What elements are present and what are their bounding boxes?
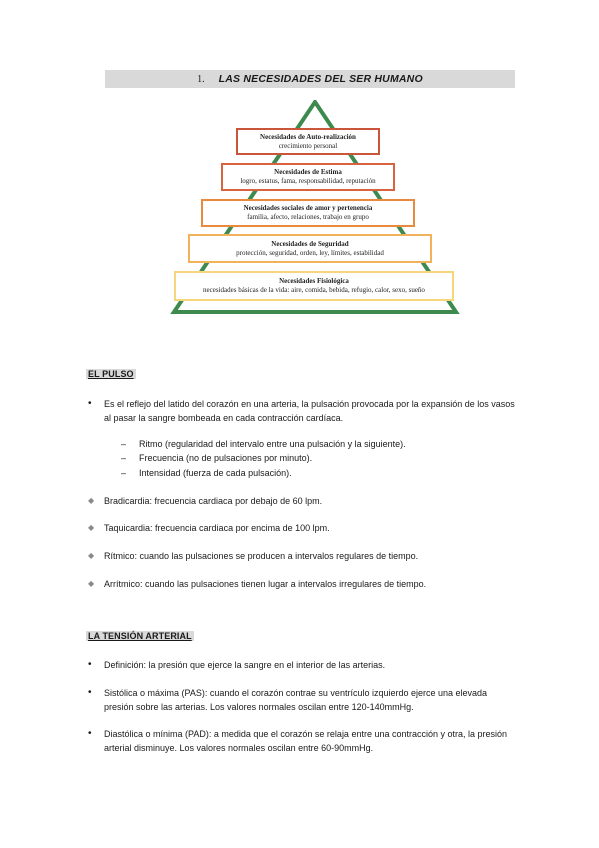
level-title: Necesidades Fisiológica: [279, 277, 349, 286]
level-title: Necesidades de Estima: [274, 168, 342, 177]
title-number: 1.: [197, 73, 205, 85]
diamond-bullet-icon: ◆: [88, 523, 95, 532]
pulso-term-item: [88, 549, 518, 563]
tension-item-text: Definición: la presión que ejerce la sangre en el interior de las arterias.: [104, 660, 386, 670]
level-title: Necesidades de Auto-realización: [260, 132, 356, 141]
pulso-feature-text: Frecuencia (no de pulsaciones por minuto).: [139, 453, 313, 463]
pulso-term-text: Bradicardia: frecuencia cardiaca por debajo de 60 lpm.: [104, 496, 323, 506]
bullet-icon: •: [88, 398, 92, 409]
pyramid-level-belonging: [201, 199, 415, 227]
diamond-bullet-icon: ◆: [88, 579, 95, 588]
level-detail: necesidades básicas de la vida: aire, comida, bebida, refugio, calor, sexo, sueño: [203, 286, 425, 294]
pulso-term-text: Taquicardia: frecuencia cardiaca por encima de 100 lpm.: [104, 523, 330, 533]
pulso-feature-text: Intensidad (fuerza de cada pulsación).: [139, 468, 292, 478]
pyramid-level-esteem: [221, 163, 395, 191]
level-detail: crecimiento personal: [278, 141, 338, 150]
level-title: Necesidades sociales de amor y pertenencia: [243, 204, 373, 213]
level-detail: protección, seguridad, orden, ley, límites, estabilidad: [236, 248, 384, 257]
pulso-term-item: [88, 494, 518, 508]
pulso-definition: [88, 397, 518, 425]
tension-item-text: Sistólica o máxima (PAS): cuando el corazón contrae su ventrículo izquierdo ejerce una elevada presión sobre las arterias. Los valores normales oscilan entre 120-140mmHg.: [104, 688, 488, 712]
pulso-term-item: [88, 521, 518, 535]
maslow-pyramid: [170, 100, 460, 315]
pulso-feature-item: [121, 466, 501, 480]
tension-item: [88, 727, 518, 755]
tension-item: [88, 658, 518, 672]
diamond-bullet-icon: ◆: [88, 551, 95, 560]
pulso-feature-text: Ritmo (regularidad del intervalo entre una pulsación y la siguiente).: [139, 439, 406, 449]
pyramid-level-physiological: [174, 271, 454, 301]
bullet-icon: •: [88, 659, 92, 670]
pulso-definition-text: Es el reflejo del latido del corazón en una arteria, la pulsación provocada por la expansión de los vasos al pasar la sangre bombeada en cada contracción cardíaca.: [104, 399, 515, 423]
pulso-feature-item: [121, 437, 501, 451]
pyramid-level-safety: [188, 234, 432, 263]
tension-heading: LA TENSIÓN ARTERIAL: [88, 631, 192, 641]
pulso-feature-item: [121, 451, 501, 465]
dash-icon: –: [121, 439, 127, 449]
bullet-icon: •: [88, 728, 92, 739]
diamond-bullet-icon: ◆: [88, 496, 95, 505]
pulso-term-text: Rítmico: cuando las pulsaciones se producen a intervalos regulares de tiempo.: [104, 551, 419, 561]
pulso-term-text: Arrítmico: cuando las pulsaciones tienen lugar a intervalos irregulares de tiempo.: [104, 579, 427, 589]
pulso-term-item: [88, 577, 518, 591]
section-title: [105, 70, 515, 88]
level-detail: familia, afecto, relaciones, trabajo en grupo: [247, 213, 369, 221]
dash-icon: –: [121, 468, 127, 478]
bullet-icon: •: [88, 687, 92, 698]
tension-item-text: Diastólica o mínima (PAD): a medida que el corazón se relaja entre una contracción y otra, la presión arterial disminuye. Los valores normales oscilan entre 60-90mmHg.: [104, 729, 508, 753]
level-detail: logro, estatus, fama, responsabilidad, reputación: [240, 177, 376, 185]
dash-icon: –: [121, 453, 127, 463]
tension-item: [88, 686, 518, 714]
pyramid-level-self-actualization: [236, 128, 380, 155]
level-title: Necesidades de Seguridad: [271, 239, 349, 248]
pulso-heading: EL PULSO: [88, 369, 134, 379]
title-text: LAS NECESIDADES DEL SER HUMANO: [218, 73, 423, 85]
